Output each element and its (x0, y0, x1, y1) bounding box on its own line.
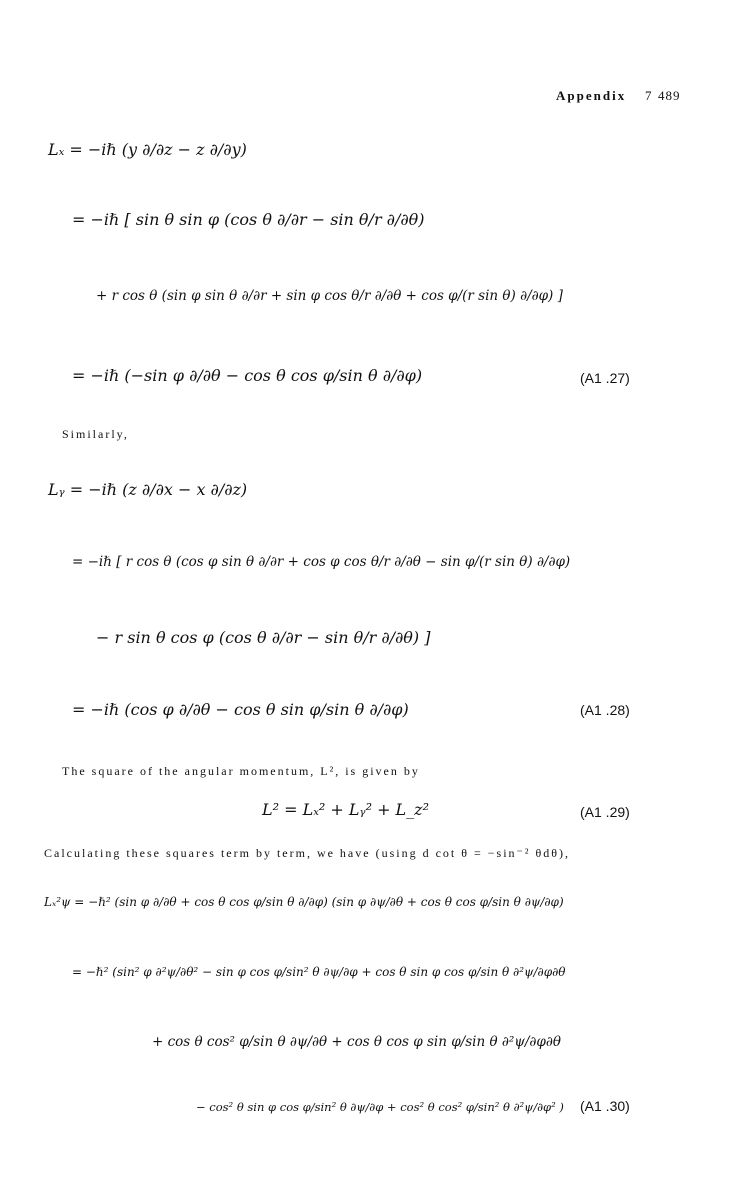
calculation-intro-text: Calculating these squares term by term, we have (using d cot θ = −sin⁻² θdθ), (44, 846, 570, 860)
equation-lx-line-3: + r cos θ (sin φ sin θ ∂/∂r + sin φ cos θ/r ∂/∂θ + cos φ/(r sin θ) ∂/∂φ) ] (96, 288, 563, 304)
equation-lx2-line-4: − cos² θ sin φ cos φ/sin² θ ∂ψ/∂φ + cos² θ cos² φ/sin² θ ∂²ψ/∂φ² ) (196, 1100, 564, 1114)
page-number: 489 (658, 88, 681, 103)
equation-lx2-line-2: = −ℏ² (sin² φ ∂²ψ/∂θ² − sin φ cos φ/sin² θ ∂ψ/∂φ + cos θ sin φ cos φ/sin θ ∂²ψ/∂φ∂θ (72, 965, 566, 979)
square-intro-text: The square of the angular momentum, L², is given by (62, 764, 420, 778)
equation-lx2-line-1: Lₓ²ψ = −ℏ² (sin φ ∂/∂θ + cos θ cos φ/sin θ ∂/∂φ) (sin φ ∂ψ/∂θ + cos θ cos φ/sin θ ∂ψ/∂φ) (44, 895, 564, 909)
equation-number-29: (A1 .29) (580, 804, 630, 820)
running-header-separator: 7 (645, 88, 653, 103)
equation-ly-line-2: = −iℏ [ r cos θ (cos φ sin θ ∂/∂r + cos φ cos θ/r ∂/∂θ − sin φ/(r sin θ) ∂/∂φ) (72, 554, 571, 570)
equation-number-27: (A1 .27) (580, 370, 630, 386)
equation-lx-result: = −iℏ (−sin φ ∂/∂θ − cos θ cos φ/sin θ ∂/∂φ) (72, 366, 423, 385)
equation-ly-line-1: Lᵧ = −iℏ (z ∂/∂x − x ∂/∂z) (48, 480, 248, 499)
equation-ly-result: = −iℏ (cos φ ∂/∂θ − cos θ sin φ/sin θ ∂/∂φ) (72, 700, 409, 719)
similarly-text: Similarly, (62, 427, 129, 441)
equation-number-28: (A1 .28) (580, 702, 630, 718)
equation-lx-line-1: Lₓ = −iℏ (y ∂/∂z − z ∂/∂y) (48, 140, 247, 159)
equation-l-squared: L² = Lₓ² + Lᵧ² + L_z² (262, 800, 430, 819)
running-header-title: Appendix (556, 88, 627, 103)
equation-ly-line-3: − r sin θ cos φ (cos θ ∂/∂r − sin θ/r ∂/∂θ) ] (96, 628, 431, 647)
equation-lx2-line-3: + cos θ cos² φ/sin θ ∂ψ/∂θ + cos θ cos φ sin φ/sin θ ∂²ψ/∂φ∂θ (152, 1034, 561, 1050)
equation-lx-line-2: = −iℏ [ sin θ sin φ (cos θ ∂/∂r − sin θ/r ∂/∂θ) (72, 210, 425, 229)
equation-number-30: (A1 .30) (580, 1098, 630, 1114)
